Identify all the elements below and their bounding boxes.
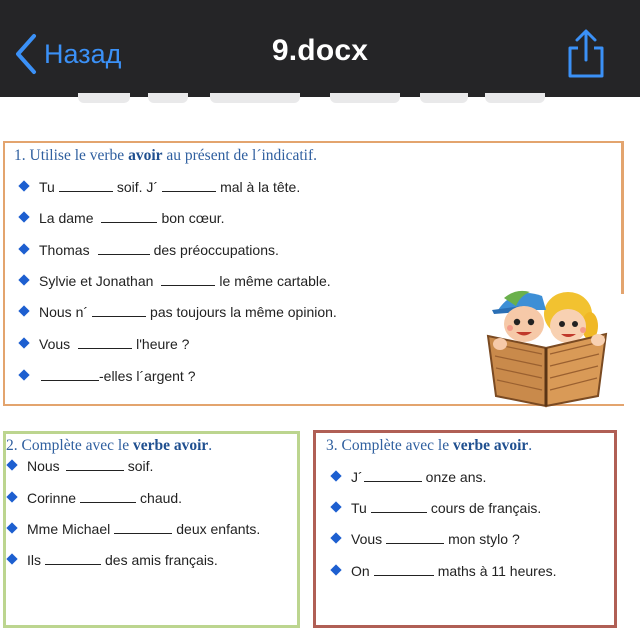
diamond-bullet-icon: [6, 522, 17, 533]
exercise-1-box-edge: [621, 141, 624, 294]
diamond-bullet-icon: [330, 564, 341, 575]
exercise-2-item: Ils des amis français.: [8, 552, 218, 568]
answer-blank[interactable]: [114, 523, 172, 534]
diamond-bullet-icon: [18, 369, 29, 380]
diamond-bullet-icon: [6, 491, 17, 502]
answer-blank[interactable]: [78, 338, 132, 349]
diamond-bullet-icon: [18, 243, 29, 254]
answer-blank[interactable]: [45, 554, 101, 565]
share-button[interactable]: [561, 26, 611, 80]
diamond-bullet-icon: [18, 305, 29, 316]
exercise-2-item: Mme Michael deux enfants.: [8, 521, 260, 537]
answer-blank[interactable]: [101, 212, 157, 223]
answer-blank[interactable]: [92, 306, 146, 317]
answer-blank[interactable]: [41, 370, 99, 381]
diamond-bullet-icon: [18, 274, 29, 285]
exercise-3-item: Tu cours de français.: [332, 500, 541, 516]
exercise-1-item: Tu soif. J´ mal à la tête.: [20, 179, 300, 195]
exercise-1-item: -elles l´argent ?: [20, 368, 196, 384]
exercise-1-item: Vous l'heure ?: [20, 336, 189, 352]
diamond-bullet-icon: [18, 180, 29, 191]
answer-blank[interactable]: [161, 275, 215, 286]
back-label: Назад: [44, 38, 122, 69]
exercise-3-box: [313, 430, 617, 628]
exercise-1-item: Thomas des préoccupations.: [20, 242, 279, 258]
answer-blank[interactable]: [386, 533, 444, 544]
exercise-1-heading: 1. Utilise le verbe avoir au présent de l´indicatif.: [14, 147, 318, 164]
exercise-2-heading: 2. Complète avec le verbe avoir.: [6, 437, 213, 454]
chevron-left-icon: [14, 33, 38, 75]
diamond-bullet-icon: [6, 553, 17, 564]
diamond-bullet-icon: [330, 470, 341, 481]
answer-blank[interactable]: [80, 492, 136, 503]
answer-blank[interactable]: [66, 460, 124, 471]
navigation-bar: [0, 0, 640, 97]
diamond-bullet-icon: [330, 532, 341, 543]
kids-reading-book-illustration: [486, 284, 612, 412]
exercise-3-heading: 3. Complète avec le verbe avoir.: [326, 437, 533, 454]
diamond-bullet-icon: [18, 211, 29, 222]
share-icon: [561, 26, 611, 80]
answer-blank[interactable]: [162, 181, 216, 192]
exercise-2-item: Nous soif.: [8, 458, 153, 474]
answer-blank[interactable]: [364, 471, 422, 482]
answer-blank[interactable]: [59, 181, 113, 192]
diamond-bullet-icon: [330, 501, 341, 512]
exercise-1-item: Sylvie et Jonathan le même cartable.: [20, 273, 331, 289]
exercise-3-item: Vous mon stylo ?: [332, 531, 520, 547]
diamond-bullet-icon: [18, 337, 29, 348]
exercise-3-item: J´ onze ans.: [332, 469, 486, 485]
exercise-3-item: On maths à 11 heures.: [332, 563, 557, 579]
answer-blank[interactable]: [98, 244, 150, 255]
exercise-2-item: Corinne chaud.: [8, 490, 182, 506]
answer-blank[interactable]: [371, 502, 427, 513]
exercise-1-item: Nous n´ pas toujours la même opinion.: [20, 304, 337, 320]
cropped-heading-remnant: [60, 93, 560, 105]
diamond-bullet-icon: [6, 459, 17, 470]
answer-blank[interactable]: [374, 565, 434, 576]
exercise-1-item: La dame bon cœur.: [20, 210, 225, 226]
document-title: 9.docx: [271, 34, 369, 67]
back-button[interactable]: [14, 31, 121, 77]
